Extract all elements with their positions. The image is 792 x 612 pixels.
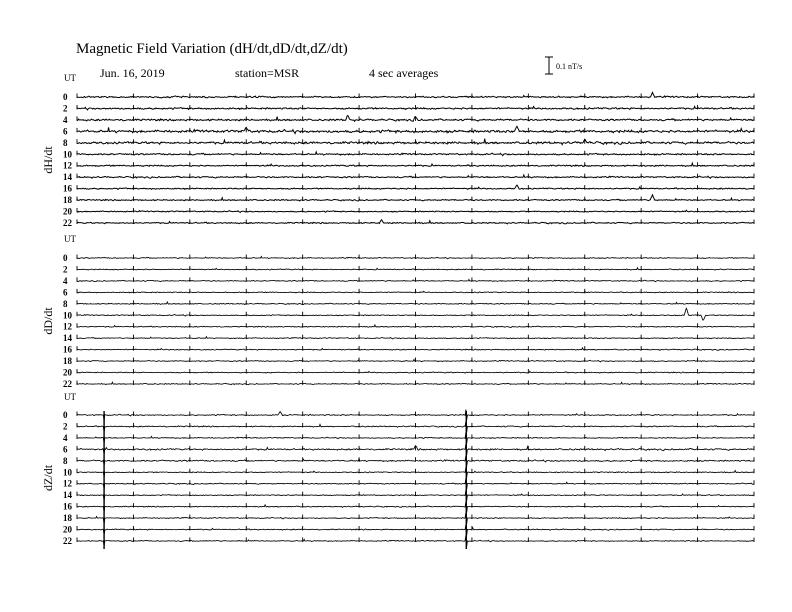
hour-tick-label: 22 xyxy=(63,378,72,389)
scale-bar xyxy=(545,57,582,74)
panel-dhdt xyxy=(41,73,754,228)
hour-tick-label: 2 xyxy=(63,103,68,114)
hour-tick-label: 6 xyxy=(63,444,68,455)
hour-tick-label: 8 xyxy=(63,455,68,466)
panels-group xyxy=(41,73,754,549)
hour-tick-label: 12 xyxy=(63,160,72,171)
hour-tick-label: 16 xyxy=(63,183,72,194)
series-trace-dzdt-22 xyxy=(77,535,754,546)
hour-tick-label: 16 xyxy=(63,501,72,512)
hour-tick-label: 2 xyxy=(63,421,68,432)
hour-tick-label: 20 xyxy=(63,367,72,378)
hour-tick-label: 18 xyxy=(63,356,72,367)
station-label: station=MSR xyxy=(235,66,300,80)
series-trace-dzdt-4 xyxy=(77,432,754,443)
hour-tick-label: 2 xyxy=(63,264,68,275)
hour-tick-label: 14 xyxy=(63,172,72,183)
hour-tick-label: 20 xyxy=(63,524,72,535)
scale-bar-label: 0.1 nT/s xyxy=(556,62,583,71)
series-trace-dzdt-0 xyxy=(77,410,754,421)
hour-tick-label: 10 xyxy=(63,149,72,160)
panel-dddt xyxy=(41,234,754,389)
hour-tick-label: 18 xyxy=(63,195,72,206)
panel-ylabel: dD/dt xyxy=(41,307,55,335)
hour-tick-label: 6 xyxy=(63,287,68,298)
hour-tick-label: 4 xyxy=(63,432,68,443)
averaging-label: 4 sec averages xyxy=(369,66,439,80)
hour-tick-label: 10 xyxy=(63,467,72,478)
hour-tick-label: 10 xyxy=(63,310,72,321)
hour-tick-label: 0 xyxy=(63,410,68,420)
hour-tick-label: 12 xyxy=(63,478,72,489)
chart-date: Jun. 16, 2019 xyxy=(100,66,165,80)
hour-tick-label: 0 xyxy=(63,92,68,102)
hour-tick-label: 4 xyxy=(63,275,68,286)
hour-tick-label: 14 xyxy=(63,490,72,501)
series-trace-dzdt-8 xyxy=(77,455,754,466)
hour-tick-label: 6 xyxy=(63,126,68,137)
hour-tick-label: 22 xyxy=(63,217,72,228)
series-trace-dzdt-14 xyxy=(77,490,754,501)
hour-tick-label: 4 xyxy=(63,114,68,125)
ut-label: UT xyxy=(64,392,76,402)
hour-tick-label: 12 xyxy=(63,321,72,332)
chart-title: Magnetic Field Variation (dH/dt,dD/dt,dZ/dt) xyxy=(76,41,348,57)
series-trace-dzdt-2 xyxy=(77,421,754,432)
panel-ylabel: dZ/dt xyxy=(41,464,55,491)
hour-tick-label: 14 xyxy=(63,333,72,344)
ut-label: UT xyxy=(64,234,76,244)
ut-label: UT xyxy=(64,73,76,83)
hour-tick-label: 22 xyxy=(63,535,72,546)
hour-tick-label: 20 xyxy=(63,206,72,217)
panel-dzdt xyxy=(41,392,754,549)
hour-tick-label: 0 xyxy=(63,253,68,263)
series-trace-dzdt-12 xyxy=(77,478,754,489)
hour-tick-label: 16 xyxy=(63,344,72,355)
hour-tick-label: 18 xyxy=(63,513,72,524)
hour-tick-label: 8 xyxy=(63,137,68,148)
hour-tick-label: 8 xyxy=(63,298,68,309)
panel-ylabel: dH/dt xyxy=(41,146,55,174)
series-trace-dzdt-18 xyxy=(77,513,754,525)
